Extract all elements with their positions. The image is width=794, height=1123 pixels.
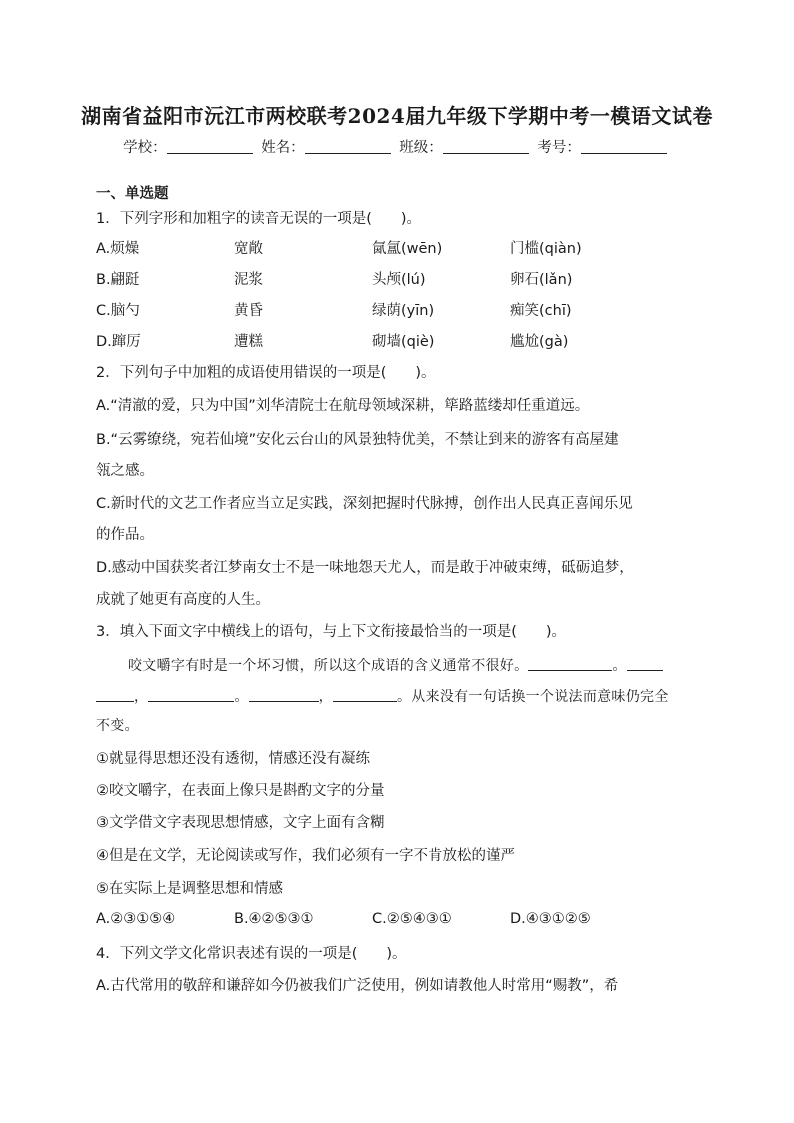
school-blank[interactable] (167, 139, 253, 154)
school-label: 学校： (123, 140, 167, 156)
q1-option-d (96, 330, 696, 350)
q1-a-word-2: 宽敞 (234, 241, 263, 257)
q4-option-a: A.古代常用的敬辞和谦辞如今仍被我们广泛使用，例如请教他人时常用“赐教”，希 (96, 978, 619, 994)
q3-passage-text-2: 。 (612, 658, 627, 674)
q3-choices (96, 911, 696, 931)
q3-blank-2-start[interactable] (627, 657, 663, 671)
q3-passage-text-4: 。 (234, 689, 249, 705)
student-info-line (0, 136, 794, 157)
name-blank[interactable] (305, 139, 391, 154)
exam-no-label: 考号： (537, 140, 581, 156)
q3-blank-2-end[interactable] (96, 688, 134, 702)
q3-passage-line1 (128, 655, 696, 675)
q1-d-word-3: 砌墙(qiè) (372, 334, 435, 350)
q1-stem: 1．下列字形和加粗字的读音无误的一项是( )。 (96, 211, 422, 227)
q1-b-word-4: 卵石(lǎn) (510, 272, 573, 288)
name-label: 姓名： (261, 140, 305, 156)
q2-stem: 2．下列句子中加粗的成语使用错误的一项是( )。 (96, 365, 436, 381)
q1-d-word-2: 遭糕 (234, 334, 263, 350)
q3-passage-text-6: 。从来没有一句话换一个说法而意味仍完全 (396, 689, 669, 705)
q1-d-word-4: 尴尬(gà) (510, 334, 569, 350)
q2-option-a: A.“清澈的爱，只为中国”刘华清院士在航母领域深耕，筚路蓝缕却任重道远。 (96, 398, 590, 414)
q2-option-d-line1: D.感动中国获奖者江梦南女士不是一味地怨天尤人，而是敢于冲破束缚，砥砺追梦， (96, 560, 634, 576)
page-title: 湖南省益阳市沅江市两校联考2024届九年级下学期中考一模语文试卷 (81, 104, 713, 128)
q2-option-b-line2: 瓴之感。 (96, 463, 154, 479)
q1-a-word-1: A.烦燥 (96, 241, 140, 257)
q1-c-word-3: 绿荫(yīn) (372, 303, 435, 319)
q3-choice-d: D.④③①②⑤ (510, 911, 591, 927)
q1-option-c (96, 299, 696, 319)
q1-b-word-1: B.翩跹 (96, 272, 140, 288)
q3-item-1: ①就显得思想还没有透彻，情感还没有凝练 (96, 751, 370, 767)
q1-c-word-2: 黄昏 (234, 303, 263, 319)
q3-passage-text-5: ， (318, 689, 333, 705)
q1-c-word-1: C.脑勺 (96, 303, 140, 319)
q3-passage-line3: 不变。 (96, 718, 139, 734)
q3-choice-a: A.②③①⑤④ (96, 911, 176, 927)
q3-item-2: ②咬文嚼字，在表面上像只是斟酌文字的分量 (96, 783, 385, 799)
class-label: 班级： (399, 140, 443, 156)
q3-choice-b: B.④②⑤③① (234, 911, 314, 927)
q4-stem: 4．下列文学文化常识表述有误的一项是( )。 (96, 946, 407, 962)
q3-blank-1[interactable] (528, 657, 612, 671)
q3-passage-line2 (96, 686, 696, 706)
q1-a-word-4: 门槛(qiàn) (510, 241, 582, 257)
q2-option-b-line1: B.“云雾缭绕，宛若仙境”安化云台山的风景独特优美，不禁让到来的游客有高屋建 (96, 432, 619, 448)
q3-blank-5[interactable] (333, 688, 397, 702)
q2-option-c-line1: C.新时代的文艺工作者应当立足实践，深刻把握时代脉搏，创作出人民真正喜闻乐见 (96, 496, 633, 512)
q3-choice-c: C.②⑤④③① (372, 911, 452, 927)
q1-b-word-2: 泥浆 (234, 272, 263, 288)
class-blank[interactable] (443, 139, 529, 154)
q1-c-word-4: 痴笑(chī) (510, 303, 572, 319)
q1-d-word-1: D.蹿厉 (96, 334, 141, 350)
q1-b-word-3: 头颅(lú) (372, 272, 426, 288)
q1-option-b (96, 268, 696, 288)
exam-no-blank[interactable] (581, 139, 667, 154)
q3-item-5: ⑤在实际上是调整思想和情感 (96, 881, 283, 897)
q3-stem: 3．填入下面文字中横线上的语句，与上下文衔接最恰当的一项是( )。 (96, 624, 567, 640)
q1-option-a (96, 237, 696, 257)
q3-blank-3[interactable] (148, 688, 234, 702)
q3-item-4: ④但是在文学，无论阅读或写作，我们必须有一字不肯放松的谨严 (96, 848, 515, 864)
q3-passage-text-1: 咬文嚼字有时是一个坏习惯，所以这个成语的含义通常不很好。 (128, 658, 529, 674)
q1-a-word-3: 氤氲(wēn) (372, 241, 443, 257)
q3-blank-4[interactable] (249, 688, 319, 702)
q2-option-c-line2: 的作品。 (96, 527, 154, 543)
q2-option-d-line2: 成就了她更有高度的人生。 (96, 592, 270, 608)
q3-item-3: ③文学借文字表现思想情感，文字上面有含糊 (96, 815, 385, 831)
q3-passage-text-3: ， (134, 689, 149, 705)
section-heading: 一、单选题 (96, 186, 169, 202)
